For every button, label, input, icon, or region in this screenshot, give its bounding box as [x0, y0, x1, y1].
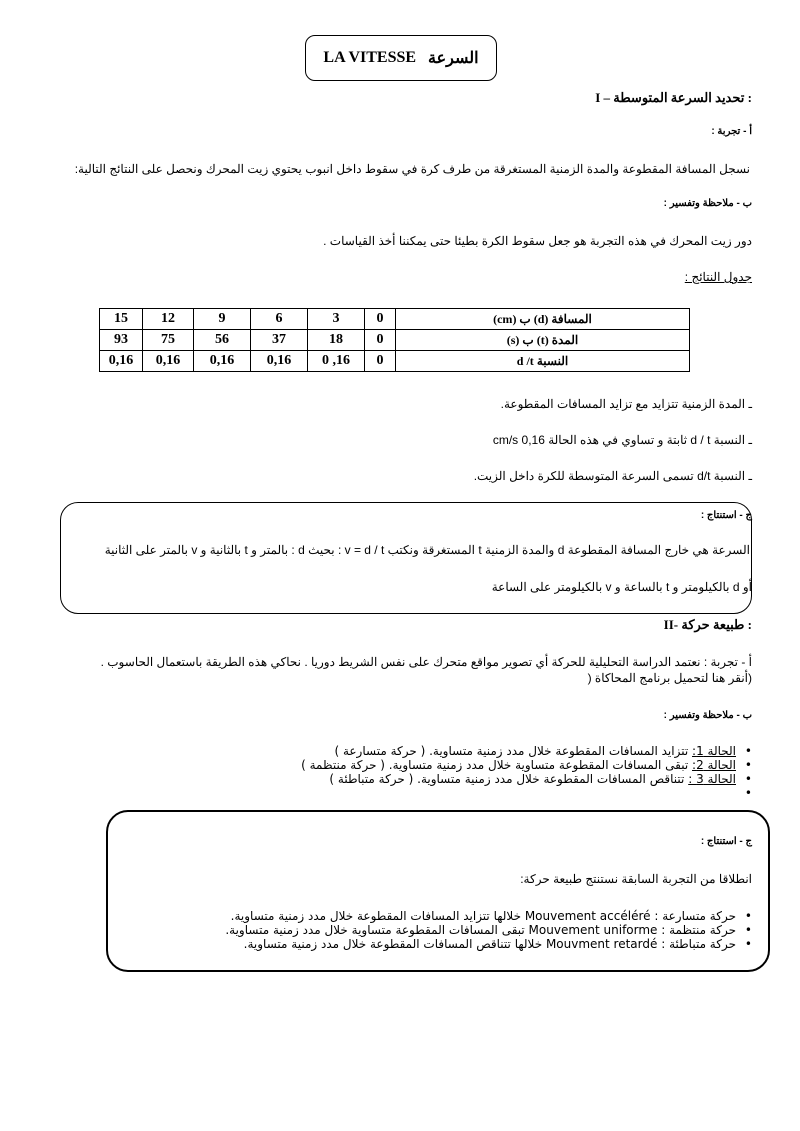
cell-value: 0,16: [100, 351, 143, 372]
title-ar: السرعة: [428, 50, 479, 67]
case-text: تتناقص المسافات المقطوعة خلال مدد زمنية متساوية. ( حركة متباطئة ): [329, 772, 685, 786]
cell-value: 37: [251, 330, 308, 351]
case-text: تبقى المسافات المقطوعة متساوية خلال مدد زمنية متساوية. ( حركة منتظمة ): [301, 758, 689, 772]
note-1: ـ المدة الزمنية تتزايد مع تزايد المسافات المقطوعة.: [500, 397, 752, 411]
section2-exp-line1: أ - تجربة : نعتمد الدراسة التحليلية للحركة أي تصوير مواقع متحرك على نفس الشريط دوريا . نحاكي هذه الطريقة باستعمال الحاسوب .: [100, 655, 752, 669]
section1-obs-label: ب - ملاحظة وتفسير :: [663, 198, 752, 209]
cell-value: 15: [100, 309, 143, 330]
cell-value: 12: [143, 309, 194, 330]
conclusion1-label: ج - استنتاج :: [700, 510, 752, 521]
conclusion2-intro: انطلاقا من التجربة السابقة نستنتج طبيعة حركة:: [520, 872, 752, 886]
cell-value: 0 ,16: [308, 351, 365, 372]
list-item: • حركة متسارعة : Mouvement accéléré خلالها تتزايد المسافات المقطوعة خلال مدد زمنية متساوية.: [152, 909, 752, 923]
conclusion2-label: ج - استنتاج :: [700, 836, 752, 847]
section1-obs-text: دور زيت المحرك في هذه التجربة هو جعل سقوط الكرة بطيئا حتى يمكننا أخذ القياسات .: [323, 234, 752, 248]
section2-exp-line2: (أنقر هنا لتحميل برنامج المحاكاة (: [587, 671, 752, 685]
row-label: النسبة d /t: [396, 351, 690, 372]
cell-value: 0,16: [194, 351, 251, 372]
list-item: • حركة منتظمة : Mouvement uniforme تبقى المسافات المقطوعة متساوية خلال مدد زمنية متساوية.: [152, 923, 752, 937]
section2-heading: II- طبيعة حركة :: [663, 617, 752, 632]
note-2: ـ النسبة d / t ثابتة و تساوي في هذه الحالة 0,16 cm/s: [492, 433, 752, 447]
list-item: • حركة متباطئة : Mouvment retardé خلالها تتناقص المسافات المقطوعة خلال مدد زمنية متساوية.: [152, 937, 752, 951]
list-item: [192, 772, 752, 786]
section2-obs-label: ب - ملاحظة وتفسير :: [663, 710, 752, 721]
cell-value: 6: [251, 309, 308, 330]
conclusion1-line2: أو d بالكيلومتر و t بالساعة و v بالكيلومتر على الساعة: [491, 580, 752, 594]
cell-value: 93: [100, 330, 143, 351]
table-title: جدول النتائج :: [684, 270, 752, 284]
row-label: المدة (t) ب (s): [396, 330, 690, 351]
case-name: الحالة 3 :: [688, 772, 736, 786]
list-item: [192, 786, 752, 800]
case-text: تتزايد المسافات المقطوعة خلال مدد زمنية متساوية. ( حركة متسارعة ): [334, 744, 689, 758]
cell-value: 56: [194, 330, 251, 351]
cell-value: 0,16: [143, 351, 194, 372]
cell-value: 75: [143, 330, 194, 351]
list-item: [192, 744, 752, 758]
cases-list: [192, 744, 752, 800]
section1-exp-label: أ - تجربة :: [711, 126, 752, 137]
conclusion1-line1: السرعة هي خارج المسافة المقطوعة d والمدة الزمنية t المستغرقة ونكتب v = d / t : بحيث d : بالمتر و t بالثانية و v بالمتر على الثانية: [104, 543, 750, 557]
row-label: المسافة (d) ب (cm): [396, 309, 690, 330]
table-row: [100, 351, 690, 372]
case-name: الحالة 2:: [692, 758, 736, 772]
case-name: الحالة 1:: [692, 744, 736, 758]
section1-heading: I – تحديد السرعة المتوسطة :: [595, 90, 752, 105]
cell-value: 9: [194, 309, 251, 330]
list-item: [192, 758, 752, 772]
cell-value: 0: [365, 330, 396, 351]
cell-value: 0: [365, 351, 396, 372]
section1-exp-text: نسجل المسافة المقطوعة والمدة الزمنية المستغرقة من طرف كرة في سقوط داخل انبوب يحتوي زيت المحرك ونحصل على النتائج التالية:: [74, 162, 750, 176]
table-row: [100, 309, 690, 330]
cell-value: 0: [365, 309, 396, 330]
cell-value: 18: [308, 330, 365, 351]
conclusions-list: [152, 909, 752, 951]
page-title: [305, 35, 497, 81]
results-table: [99, 308, 690, 372]
title-fr: LA VITESSE: [323, 49, 417, 66]
cell-value: 0,16: [251, 351, 308, 372]
note-3: ـ النسبة d/t تسمى السرعة المتوسطة للكرة داخل الزيت.: [473, 469, 752, 483]
table-row: [100, 330, 690, 351]
cell-value: 3: [308, 309, 365, 330]
